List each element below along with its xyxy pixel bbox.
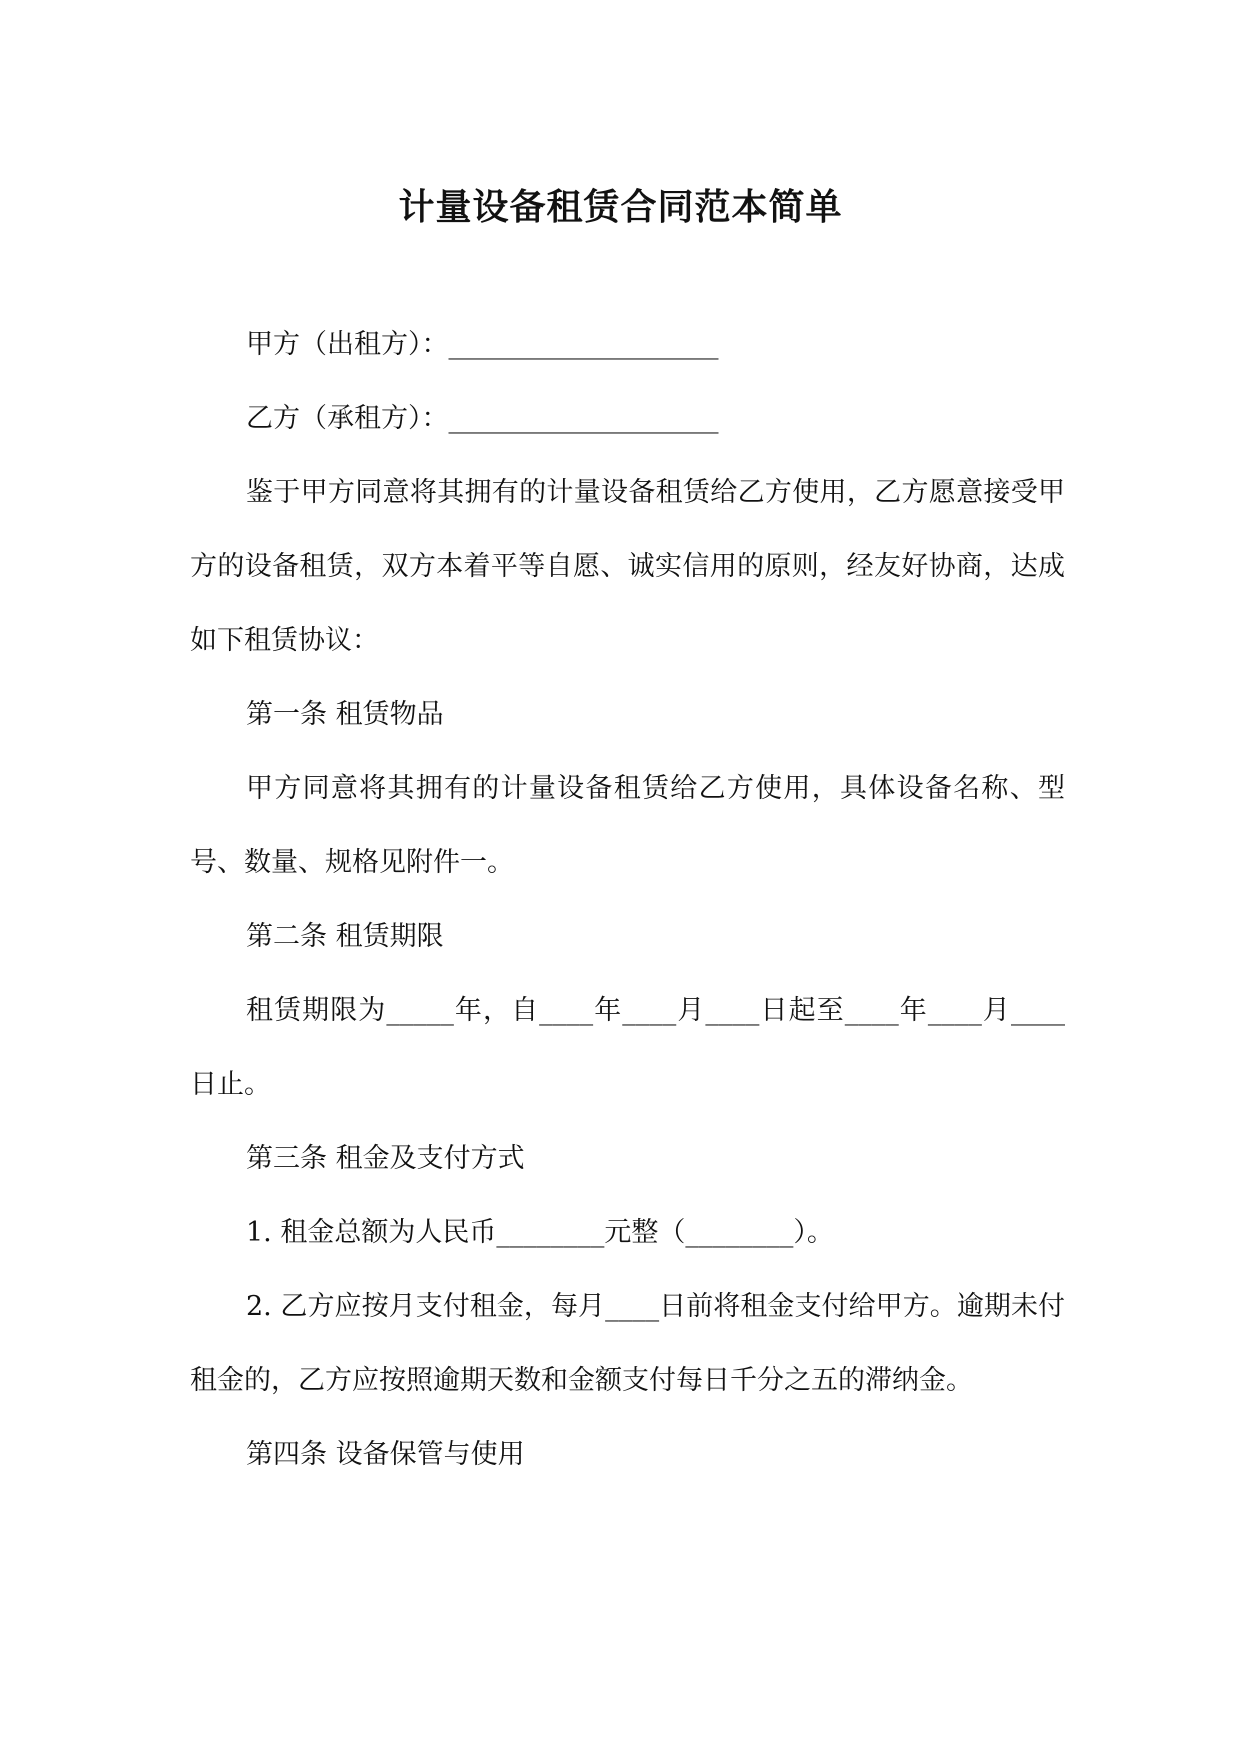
article-1-heading: 第一条 租赁物品 bbox=[246, 699, 444, 730]
article-3-item-2: 2. 乙方应按月支付租金，每月____日前将租金支付给甲方。逾期未付租金的，乙方应按照逾期天数和金额支付每日千分之五的滞纳金。 bbox=[190, 1291, 1065, 1396]
article-3-heading: 第三条 租金及支付方式 bbox=[246, 1143, 525, 1174]
article-3-item-1: 1. 租金总额为人民币________元整（________）。 bbox=[246, 1217, 834, 1248]
article-1-text: 甲方同意将其拥有的计量设备租赁给乙方使用，具体设备名称、型号、数量、规格见附件一。 bbox=[190, 773, 1065, 878]
document-title: 计量设备租赁合同范本简单 bbox=[398, 186, 843, 228]
article-2-heading: 第二条 租赁期限 bbox=[246, 921, 444, 952]
party-a-line: 甲方（出租方）：____________________ bbox=[246, 329, 719, 360]
preamble-paragraph: 鉴于甲方同意将其拥有的计量设备租赁给乙方使用，乙方愿意接受甲方的设备租赁，双方本着平等自愿、诚实信用的原则，经友好协商，达成如下租赁协议： bbox=[190, 477, 1065, 656]
article-4-heading: 第四条 设备保管与使用 bbox=[246, 1439, 525, 1470]
article-2-text: 租赁期限为_____年，自____年____月____日起至____年____月____日止。 bbox=[190, 995, 1065, 1100]
document-body bbox=[190, 308, 1065, 1492]
party-b-line: 乙方（承租方）：____________________ bbox=[246, 403, 719, 434]
